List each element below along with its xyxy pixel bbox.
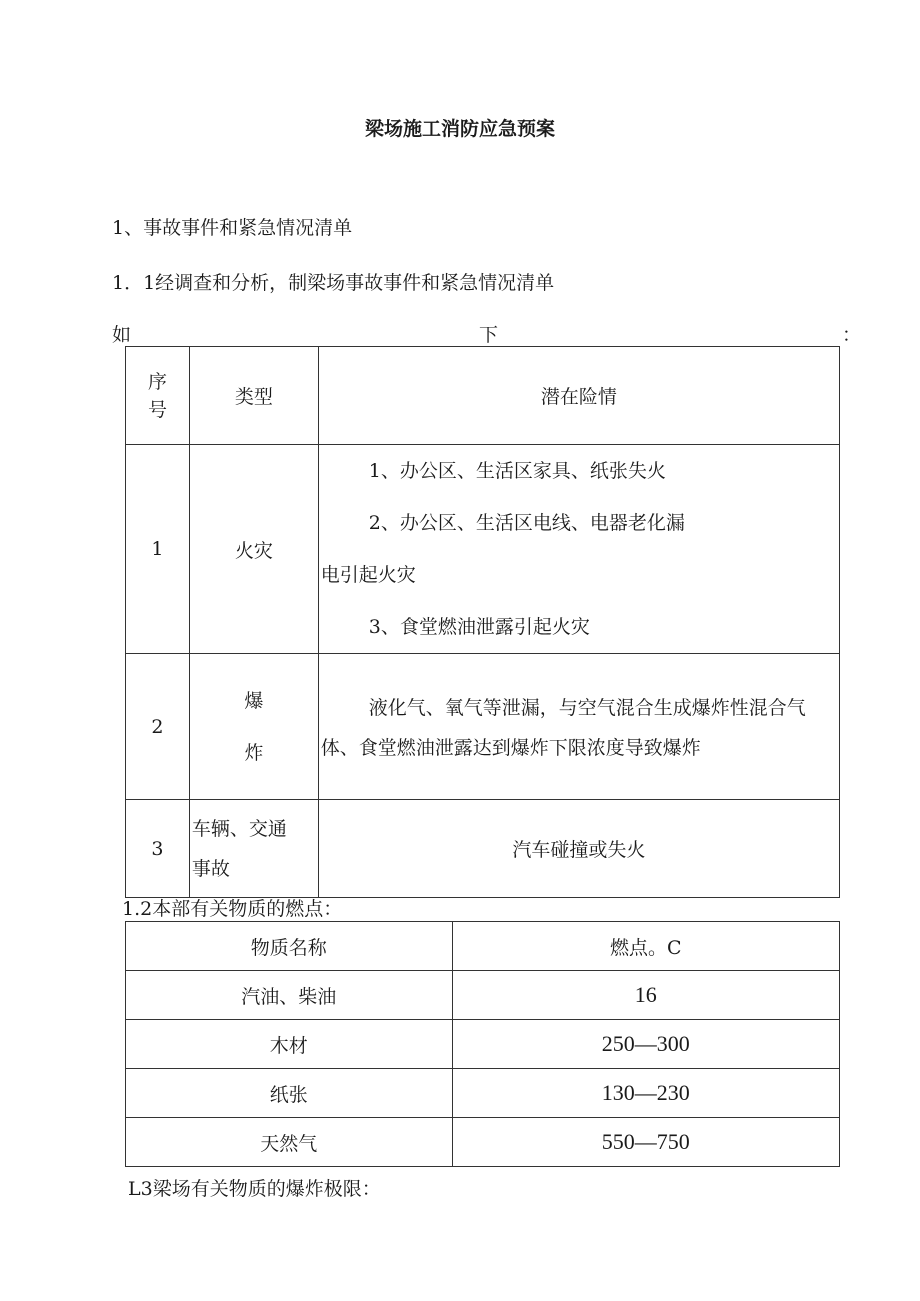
table-row xyxy=(126,445,840,654)
row-3-type-a: 车辆、交通 xyxy=(191,817,287,840)
table-row xyxy=(126,800,840,898)
header-seq-a: 序 xyxy=(147,370,167,393)
header-type: 类型 xyxy=(189,347,318,445)
hazard-table xyxy=(125,346,840,898)
text-ru: 如 xyxy=(112,324,132,346)
row-3-type-b: 事故 xyxy=(191,857,230,880)
section-1-2-heading: 1.2本部有关物质的燃点： xyxy=(122,898,343,920)
table-row xyxy=(126,1020,840,1069)
row-3-seq: 3 xyxy=(126,800,190,898)
row-1-line-4: 3、食堂燃油泄露引起火灾 xyxy=(368,616,590,638)
row-1-line-2: 2、办公区、生活区电线、电器老化漏 xyxy=(368,512,685,534)
table-header-row xyxy=(126,922,840,971)
row-1-line-1: 1、办公区、生活区家具、纸张失火 xyxy=(368,460,666,482)
row-1-type: 火灾 xyxy=(189,445,318,654)
substance-name: 天然气 xyxy=(126,1118,453,1167)
row-2-type-b: 炸 xyxy=(244,741,264,764)
row-1-seq: 1 xyxy=(126,445,190,654)
document-title: 梁场施工消防应急预案 xyxy=(364,118,555,140)
section-1-3-heading: L3梁场有关物质的爆炸极限： xyxy=(128,1178,381,1200)
row-3-risk: 汽车碰撞或失火 xyxy=(318,800,839,898)
substance-name: 汽油、柴油 xyxy=(126,971,453,1020)
ignition-value: 130—230 xyxy=(452,1069,839,1118)
text-colon: ： xyxy=(842,324,862,346)
text-xia: 下 xyxy=(479,324,499,346)
section-1-1-text: 1．1经调查和分析，制梁场事故事件和紧急情况清单 xyxy=(112,272,555,294)
row-1-line-3: 电引起火灾 xyxy=(320,564,416,586)
ignition-table xyxy=(125,921,840,1167)
row-2-risk: 液化气、氧气等泄漏，与空气混合生成爆炸性混合气体、食堂燃油泄露达到爆炸下限浓度导致爆炸 xyxy=(318,654,839,800)
ignition-value: 16 xyxy=(452,971,839,1020)
row-2-type xyxy=(189,654,318,800)
header-risk: 潜在险情 xyxy=(318,347,839,445)
header-seq xyxy=(126,347,190,445)
substance-name: 纸张 xyxy=(126,1069,453,1118)
table-row xyxy=(126,1069,840,1118)
header-substance: 物质名称 xyxy=(126,922,453,971)
row-2-seq: 2 xyxy=(126,654,190,800)
row-3-type xyxy=(189,800,318,898)
table-header-row xyxy=(126,347,840,445)
section-1-heading: 1、事故事件和紧急情况清单 xyxy=(112,217,353,239)
table-row xyxy=(126,971,840,1020)
header-ignition-point: 燃点。C xyxy=(452,922,839,971)
header-seq-b: 号 xyxy=(147,398,167,421)
row-2-type-a: 爆 xyxy=(244,689,264,712)
row-1-risk xyxy=(318,445,839,654)
ignition-value: 250—300 xyxy=(452,1020,839,1069)
table-row xyxy=(126,654,840,800)
ignition-value: 550—750 xyxy=(452,1118,839,1167)
substance-name: 木材 xyxy=(126,1020,453,1069)
table-row xyxy=(126,1118,840,1167)
